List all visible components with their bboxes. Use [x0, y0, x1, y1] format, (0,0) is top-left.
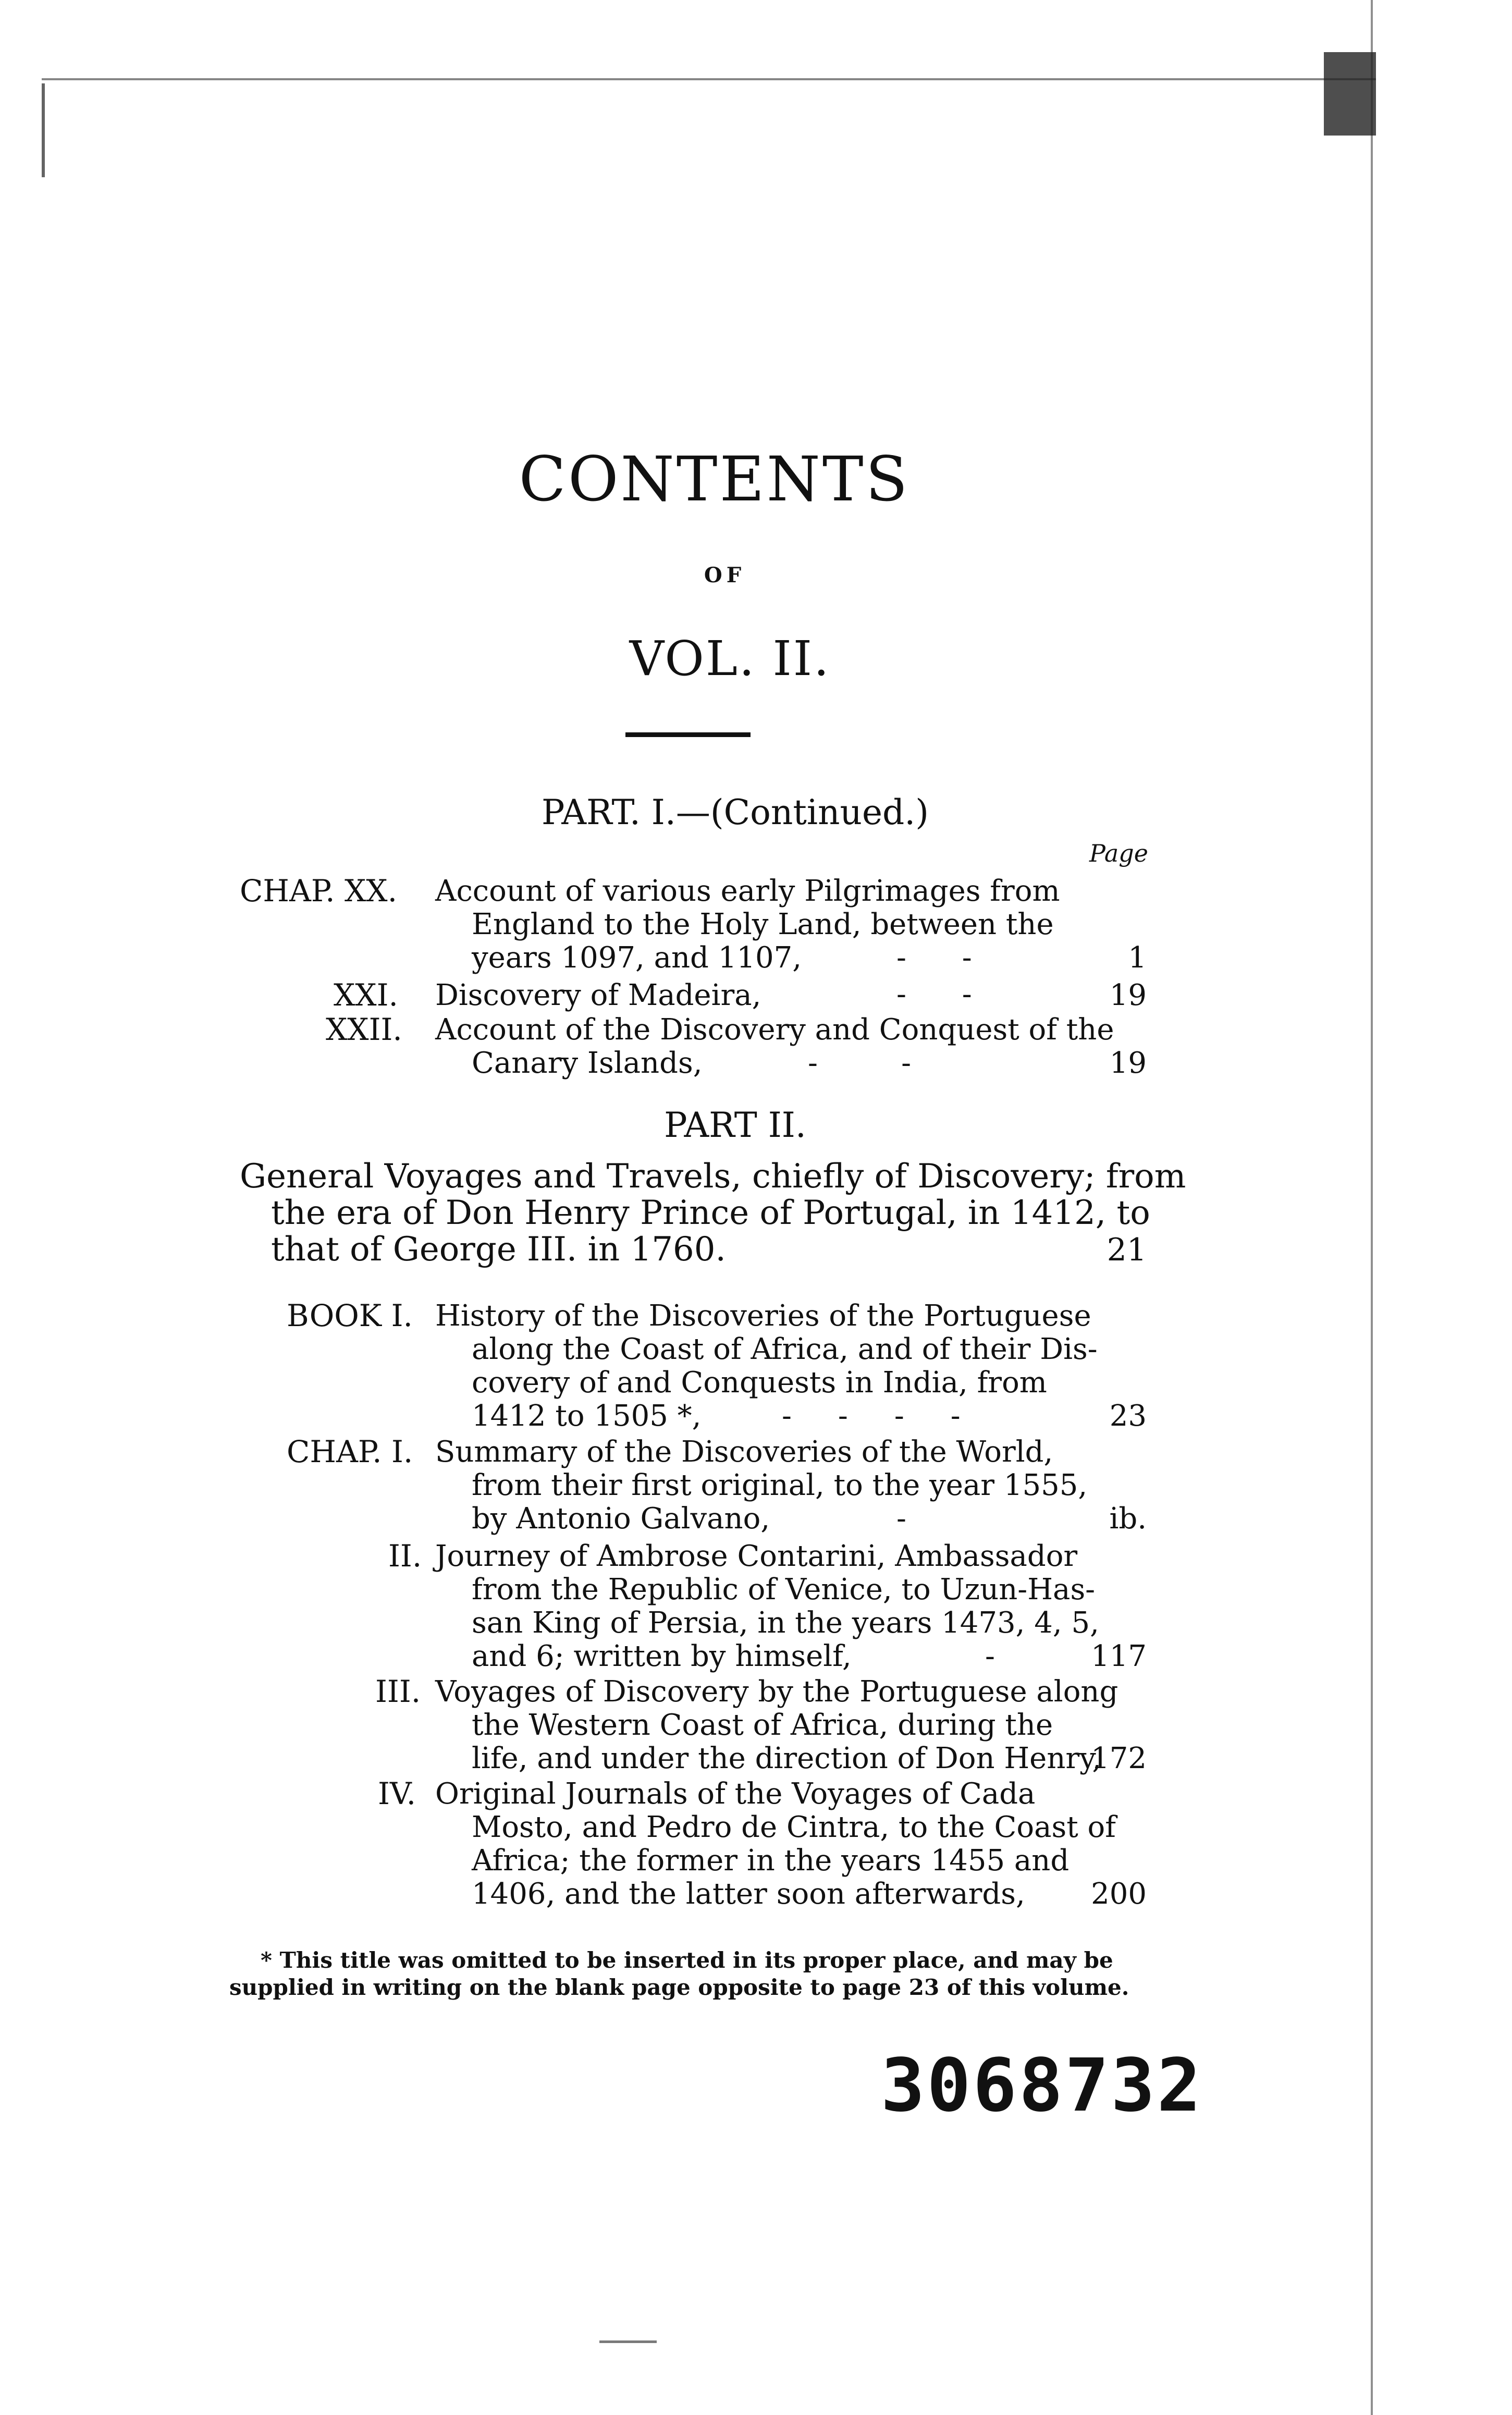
entry-page: 1 — [1128, 941, 1147, 975]
entry-line: from the Republic of Venice, to Uzun-Has- — [472, 1573, 1096, 1607]
entry-line: Journey of Ambrose Contarini, Ambassador — [435, 1539, 1078, 1573]
leader-dots: - - - - — [782, 1399, 961, 1433]
entry-line: Mosto, and Pedro de Cintra, to the Coast of — [472, 1810, 1116, 1844]
entry-label: II. — [388, 1538, 422, 1574]
scan-edge-bottom — [599, 2340, 657, 2343]
volume-title: VOL. II. — [629, 631, 831, 687]
entry-line: by Antonio Galvano, — [472, 1502, 770, 1536]
entry-line: from their first original, to the year 1555, — [472, 1468, 1088, 1502]
entry-line: Account of the Discovery and Conquest of the — [435, 1013, 1114, 1047]
entry-label: IV. — [378, 1776, 416, 1811]
entry-line: years 1097, and 1107, — [472, 941, 802, 975]
entry-line: 1406, and the latter soon afterwards, — [472, 1877, 1025, 1911]
part2-heading: PART II. — [664, 1105, 806, 1145]
entry-line: san King of Persia, in the years 1473, 4, 5, — [472, 1606, 1099, 1640]
entry-page: 200 — [1091, 1877, 1147, 1911]
entry-page: 117 — [1091, 1639, 1147, 1673]
entry-line: Voyages of Discovery by the Portuguese along — [435, 1675, 1118, 1709]
entry-line: Summary of the Discoveries of the World, — [435, 1435, 1053, 1469]
page-title: CONTENTS — [519, 443, 910, 515]
scan-edge-top — [42, 78, 1376, 80]
general-line: that of George III. in 1760. — [271, 1230, 726, 1269]
general-line: General Voyages and Travels, chiefly of Discovery; from — [240, 1157, 1186, 1196]
leader-dots: - - — [808, 1046, 912, 1080]
leader-dots: - - — [896, 977, 972, 1011]
page-column-label: Page — [1089, 839, 1148, 867]
library-stamp-number: 3068732 — [881, 2043, 1203, 2128]
scan-edge-left-mark — [42, 83, 45, 177]
entry-page: 19 — [1109, 978, 1147, 1012]
entry-line: Canary Islands, — [472, 1046, 703, 1080]
leader-dots: - — [896, 1502, 906, 1536]
title-of: OF — [704, 563, 746, 587]
entry-line: the Western Coast of Africa, during the — [472, 1708, 1053, 1742]
general-line: the era of Don Henry Prince of Portugal, in 1412, to — [271, 1194, 1150, 1232]
entry-label: CHAP. XX. — [240, 873, 398, 909]
entry-label: CHAP. I. — [287, 1434, 413, 1469]
entry-line: History of the Discoveries of the Portuguese — [435, 1299, 1091, 1333]
entry-line: Original Journals of the Voyages of Cada — [435, 1777, 1036, 1811]
entry-line: covery of and Conquests in India, from — [472, 1366, 1047, 1400]
part1-heading: PART. I.—(Continued.) — [541, 792, 929, 832]
entry-page: 23 — [1109, 1399, 1147, 1433]
entry-label: XXI. — [334, 977, 398, 1013]
leader-dots: - — [985, 1639, 995, 1673]
entry-line: and 6; written by himself, — [472, 1639, 852, 1673]
entry-label: BOOK I. — [287, 1298, 413, 1333]
entry-label: XXII. — [326, 1012, 402, 1047]
general-page: 21 — [1107, 1232, 1147, 1268]
title-rule — [625, 732, 751, 737]
scan-edge-corner — [1324, 52, 1376, 136]
entry-line: Africa; the former in the years 1455 and — [472, 1844, 1070, 1878]
footnote-line: * This title was omitted to be inserted in its proper place, and may be — [261, 1947, 1113, 1973]
footnote-line: supplied in writing on the blank page opposite to page 23 of this volume. — [229, 1975, 1129, 2000]
entry-line: along the Coast of Africa, and of their Dis- — [472, 1332, 1098, 1366]
scan-edge-right — [1371, 0, 1373, 2415]
entry-line: Discovery of Madeira, — [435, 978, 761, 1012]
entry-page: 19 — [1109, 1046, 1147, 1080]
entry-label: III. — [375, 1674, 421, 1709]
entry-page: 172 — [1091, 1742, 1147, 1775]
entry-line: England to the Holy Land, between the — [472, 908, 1054, 941]
entry-line: life, and under the direction of Don Henry, — [472, 1742, 1102, 1775]
entry-line: 1412 to 1505 *, — [472, 1399, 702, 1433]
entry-line: Account of various early Pilgrimages from — [435, 874, 1060, 908]
entry-page: ib. — [1109, 1502, 1147, 1536]
leader-dots: - - — [896, 941, 972, 975]
